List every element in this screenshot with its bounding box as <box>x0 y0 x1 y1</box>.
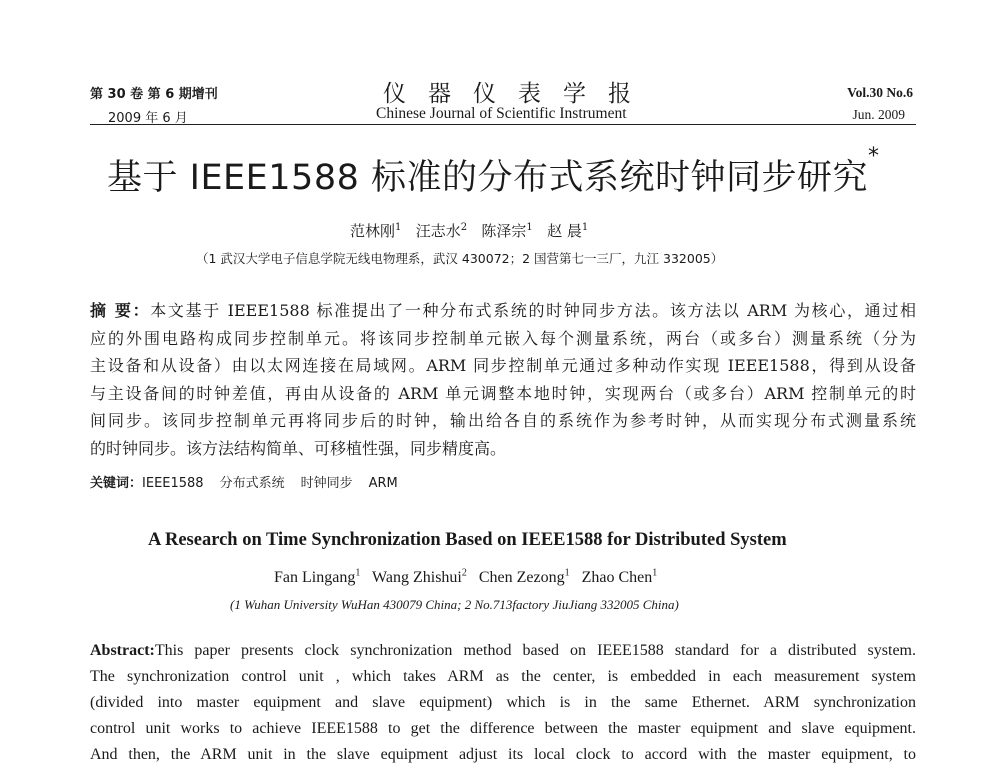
keywords-label: 关键词： <box>90 476 143 491</box>
affiliation-cn: （1 武汉大学电子信息学院无线电物理系，武汉 430072；2 国营第七一三厂，九江 332005） <box>196 251 724 266</box>
abstract-en-line: (divided into master equipment and slave equipment) which is in the same Ethernet. ARM synchronization <box>90 694 916 711</box>
journal-volume-en: Vol.30 No.6 <box>847 85 913 100</box>
abstract-cn-line: 的时钟同步。该方法结构简单、可移植性强，同步精度高。 <box>90 438 507 458</box>
abstract-cn-line: 应的外围电路构成同步控制单元。将该同步控制单元嵌入每个测量系统，两台（或多台）测量系统（分为 <box>90 328 916 348</box>
journal-title-cn: 仪器仪表学报 <box>383 81 653 107</box>
author-en: Zhao Chen$^1$ <box>581 568 658 587</box>
author-cn: 陈泽宗$^1$ <box>481 222 533 240</box>
abstract-en-line: And then, the ARM unit in the slave equipment adjust its local clock to accord with the master equipment, to <box>90 746 916 763</box>
abstract-en-label: Abstract: <box>90 642 155 659</box>
journal-date-en: Jun. 2009 <box>852 107 905 122</box>
journal-issue-cn: 第 30 卷 第 6 期增刊 <box>90 87 218 102</box>
abstract-en-line: control unit works to achieve IEEE1588 to get the difference between the master equipment and slave equipment. <box>90 720 916 737</box>
journal-title-en: Chinese Journal of Scientific Instrument <box>376 105 627 122</box>
journal-date-cn: 2009 年 6 月 <box>108 111 188 126</box>
abstract-en <box>90 638 916 768</box>
keyword: 时钟同步 <box>300 476 353 491</box>
paper-title-en: A Research on Time Synchronization Based on IEEE1588 for Distributed System <box>148 530 787 550</box>
keyword: ARM <box>368 476 398 491</box>
affiliation-en: (1 Wuhan University WuHan 430079 China; 2 No.713factory JiuJiang 332005 China) <box>230 597 679 612</box>
paper-title-cn <box>107 144 880 200</box>
author-cn: 赵 晨$^1$ <box>547 222 589 240</box>
keyword: IEEE1588 <box>142 476 204 491</box>
abstract-cn-line: 主设备和从设备）由以太网连接在局域网。ARM 同步控制单元通过多种动作实现 IEEE1588，得到从设备 <box>90 356 916 375</box>
abstract-cn-label: 摘 要： <box>90 301 151 320</box>
header-rule <box>90 124 916 125</box>
author-en: Fan Lingang$^1$ <box>274 568 361 587</box>
keywords-cn <box>90 472 414 491</box>
author-en: Wang Zhishui$^2$ <box>372 568 467 587</box>
abstract-cn <box>90 297 916 462</box>
author-en: Chen Zezong$^1$ <box>478 568 570 587</box>
keyword: 分布式系统 <box>219 476 285 491</box>
abstract-en-line: The synchronization control unit , which takes ARM as the center, is embedded in each measurement system <box>90 668 916 685</box>
authors-en <box>274 568 657 587</box>
abstract-cn-line: 与主设备间的时钟差值，再由从设备的 ARM 单元调整本地时钟，实现两台（或多台）ARM 控制单元的时 <box>90 383 916 403</box>
abstract-en-line: Abstract:This paper presents clock synchronization method based on IEEE1588 standard for a distributed system. <box>90 642 916 659</box>
author-cn: 汪志水$^2$ <box>415 222 468 240</box>
paper-title-cn-text: 基于 IEEE1588 标准的分布式系统时钟同步研究 <box>107 158 868 198</box>
abstract-cn-line: 摘 要：本文基于 IEEE1588 标准提出了一种分布式系统的时钟同步方法。该方法以 ARM 为核心，通过相 <box>90 301 916 320</box>
title-footnote-mark: * <box>868 144 880 169</box>
abstract-cn-line: 间同步。该同步控制单元再将同步后的时钟，输出给各自的系统作为参考时钟，从而实现分布式测量系统 <box>90 411 916 430</box>
author-cn: 范林刚$^1$ <box>350 222 402 240</box>
authors-cn <box>350 220 588 241</box>
